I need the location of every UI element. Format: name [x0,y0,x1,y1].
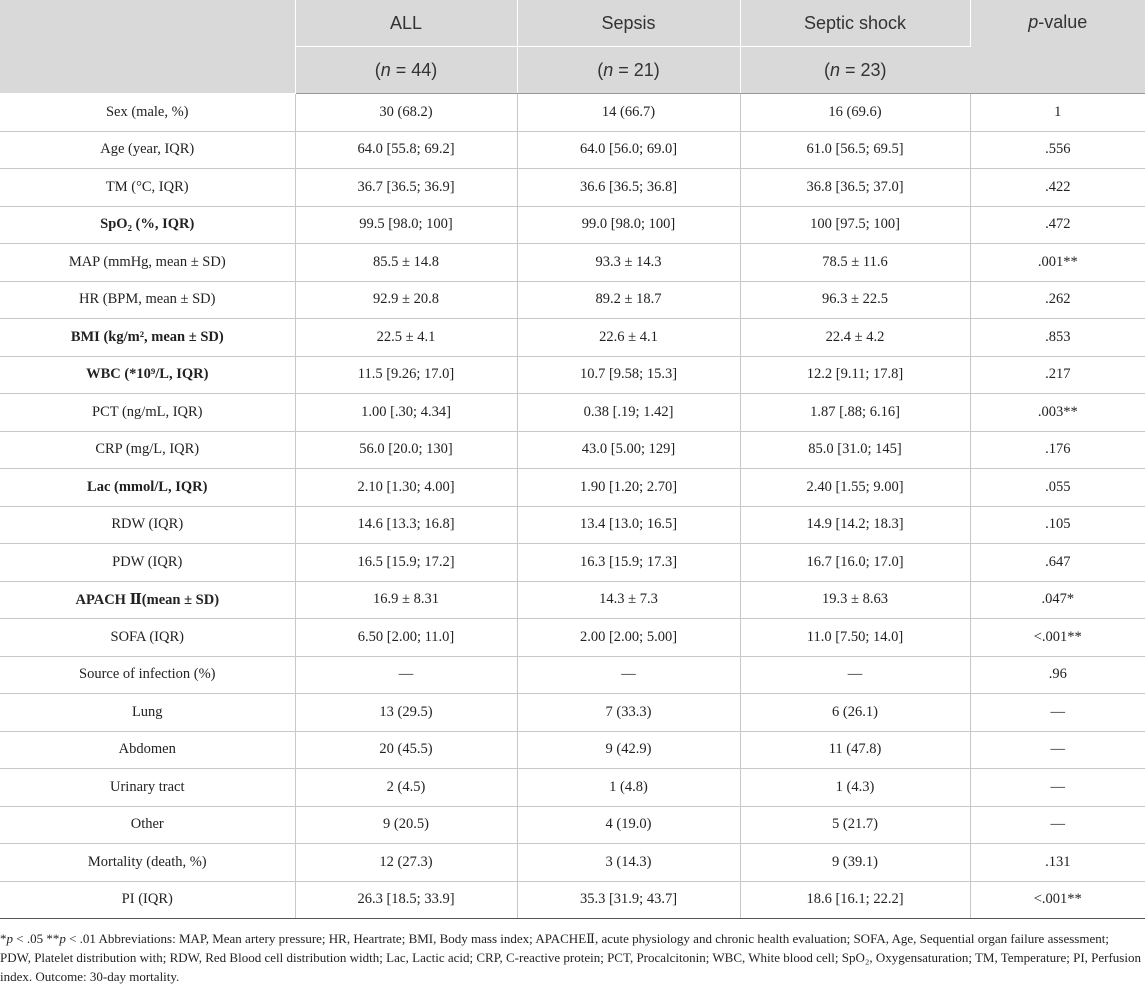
cell-all: 22.5 ± 4.1 [295,319,517,357]
col-n-septic-shock: (n = 23) [740,47,970,94]
cell-all: 64.0 [55.8; 69.2] [295,131,517,169]
table-row [0,881,1145,919]
col-n-sepsis: (n = 21) [517,47,740,94]
table-row [0,656,1145,694]
cell-all: 6.50 [2.00; 11.0] [295,619,517,657]
table-row [0,694,1145,732]
cell-sepsis: 1 (4.8) [517,769,740,807]
cell-septic-shock: 11.0 [7.50; 14.0] [740,619,970,657]
cell-all: 11.5 [9.26; 17.0] [295,356,517,394]
cell-p-value: .853 [970,319,1145,357]
cell-septic-shock: 100 [97.5; 100] [740,206,970,244]
cell-sepsis: 2.00 [2.00; 5.00] [517,619,740,657]
table-footnote: *p < .05 **p < .01 Abbreviations: MAP, Mean artery pressure; HR, Heartrate; BMI, Body mass index; APACHEⅡ, acute physiology and chronic health evaluation; SOFA, Age, Sequential organ failure assessment; PDW, Platelet distribution with; RDW, Red Blood cell distribution width; Lac, Lactic acid; CRP, C-reactive protein; PCT, Procalcitonin; WBC, White blood cell; SpO₂, Oxygensaturation; TM, Temperature; PI, Perfusion index. Outcome: 30-day mortality. [0,931,1141,984]
cell-all: 36.7 [36.5; 36.9] [295,169,517,207]
cell-p-value: 1 [970,94,1145,132]
cell-p-value: — [970,769,1145,807]
row-label: Sex (male, %) [0,94,295,132]
cell-sepsis: 99.0 [98.0; 100] [517,206,740,244]
cell-sepsis: 36.6 [36.5; 36.8] [517,169,740,207]
cell-all: 26.3 [18.5; 33.9] [295,881,517,919]
cell-sepsis: 16.3 [15.9; 17.3] [517,544,740,582]
cell-p-value: — [970,806,1145,844]
cell-p-value: .176 [970,431,1145,469]
cell-septic-shock: — [740,656,970,694]
row-label: Lac (mmol/L, IQR) [0,469,295,507]
cell-all: 1.00 [.30; 4.34] [295,394,517,432]
cell-septic-shock: 22.4 ± 4.2 [740,319,970,357]
table-row [0,131,1145,169]
row-label: MAP (mmHg, mean ± SD) [0,244,295,282]
cell-sepsis: 3 (14.3) [517,844,740,882]
cell-septic-shock: 14.9 [14.2; 18.3] [740,506,970,544]
table-row [0,769,1145,807]
header-blank-cell [0,0,295,94]
table-row [0,169,1145,207]
cell-sepsis: 4 (19.0) [517,806,740,844]
table-row [0,281,1145,319]
cell-septic-shock: 78.5 ± 11.6 [740,244,970,282]
cell-sepsis: 7 (33.3) [517,694,740,732]
cell-septic-shock: 1.87 [.88; 6.16] [740,394,970,432]
cell-septic-shock: 16.7 [16.0; 17.0] [740,544,970,582]
cell-all: — [295,656,517,694]
cell-septic-shock: 12.2 [9.11; 17.8] [740,356,970,394]
cell-p-value: .003** [970,394,1145,432]
cell-septic-shock: 85.0 [31.0; 145] [740,431,970,469]
row-label: BMI (kg/m², mean ± SD) [0,319,295,357]
cell-sepsis: — [517,656,740,694]
table-row [0,619,1145,657]
row-label: Lung [0,694,295,732]
cell-sepsis: 93.3 ± 14.3 [517,244,740,282]
cell-sepsis: 13.4 [13.0; 16.5] [517,506,740,544]
cell-p-value: .647 [970,544,1145,582]
row-label: Abdomen [0,731,295,769]
cell-p-value: .262 [970,281,1145,319]
col-header-septic-shock: Septic shock [740,0,970,47]
cell-sepsis: 14 (66.7) [517,94,740,132]
row-label: CRP (mg/L, IQR) [0,431,295,469]
cell-all: 12 (27.3) [295,844,517,882]
row-label: PI (IQR) [0,881,295,919]
cell-septic-shock: 9 (39.1) [740,844,970,882]
table-row [0,581,1145,619]
cell-all: 92.9 ± 20.8 [295,281,517,319]
row-label: Urinary tract [0,769,295,807]
cell-septic-shock: 18.6 [16.1; 22.2] [740,881,970,919]
cell-p-value: .422 [970,169,1145,207]
cell-sepsis: 43.0 [5.00; 129] [517,431,740,469]
cell-sepsis: 0.38 [.19; 1.42] [517,394,740,432]
row-label: PDW (IQR) [0,544,295,582]
cell-p-value: .001** [970,244,1145,282]
cell-p-value: .96 [970,656,1145,694]
table-row [0,394,1145,432]
cell-all: 85.5 ± 14.8 [295,244,517,282]
cell-p-value: .105 [970,506,1145,544]
col-n-all: (n = 44) [295,47,517,94]
row-label: Source of infection (%) [0,656,295,694]
cell-sepsis: 35.3 [31.9; 43.7] [517,881,740,919]
row-label: Other [0,806,295,844]
cell-p-value: .047* [970,581,1145,619]
cell-all: 20 (45.5) [295,731,517,769]
cell-septic-shock: 19.3 ± 8.63 [740,581,970,619]
cell-p-value: <.001** [970,619,1145,657]
table-row [0,806,1145,844]
col-header-sepsis: Sepsis [517,0,740,47]
table-row [0,506,1145,544]
cell-sepsis: 89.2 ± 18.7 [517,281,740,319]
cell-all: 2.10 [1.30; 4.00] [295,469,517,507]
cell-all: 2 (4.5) [295,769,517,807]
row-label: WBC (*10⁹/L, IQR) [0,356,295,394]
row-label: SpO₂ (%, IQR) [0,206,295,244]
cell-septic-shock: 5 (21.7) [740,806,970,844]
table-row [0,319,1145,357]
cell-all: 16.5 [15.9; 17.2] [295,544,517,582]
cell-septic-shock: 36.8 [36.5; 37.0] [740,169,970,207]
cell-septic-shock: 6 (26.1) [740,694,970,732]
row-label: PCT (ng/mL, IQR) [0,394,295,432]
cell-sepsis: 9 (42.9) [517,731,740,769]
cell-p-value: .217 [970,356,1145,394]
cell-septic-shock: 16 (69.6) [740,94,970,132]
cell-sepsis: 10.7 [9.58; 15.3] [517,356,740,394]
row-label: SOFA (IQR) [0,619,295,657]
table-row [0,206,1145,244]
table-body [0,94,1145,919]
cell-all: 30 (68.2) [295,94,517,132]
row-label: Mortality (death, %) [0,844,295,882]
cell-sepsis: 14.3 ± 7.3 [517,581,740,619]
cell-p-value: — [970,694,1145,732]
table-row [0,544,1145,582]
table-row [0,356,1145,394]
cell-all: 14.6 [13.3; 16.8] [295,506,517,544]
cell-all: 9 (20.5) [295,806,517,844]
cell-septic-shock: 11 (47.8) [740,731,970,769]
cell-septic-shock: 61.0 [56.5; 69.5] [740,131,970,169]
cell-sepsis: 22.6 ± 4.1 [517,319,740,357]
col-header-all: ALL [295,0,517,47]
header-row [0,0,1145,47]
cell-all: 16.9 ± 8.31 [295,581,517,619]
table-row [0,244,1145,282]
cell-septic-shock: 96.3 ± 22.5 [740,281,970,319]
row-label: HR (BPM, mean ± SD) [0,281,295,319]
cell-p-value: .131 [970,844,1145,882]
cell-all: 99.5 [98.0; 100] [295,206,517,244]
cell-sepsis: 64.0 [56.0; 69.0] [517,131,740,169]
cell-p-value: .055 [970,469,1145,507]
cell-sepsis: 1.90 [1.20; 2.70] [517,469,740,507]
table-row [0,731,1145,769]
cell-p-value: <.001** [970,881,1145,919]
cell-p-value: .472 [970,206,1145,244]
cell-p-value: — [970,731,1145,769]
cell-all: 56.0 [20.0; 130] [295,431,517,469]
cell-p-value: .556 [970,131,1145,169]
table-row [0,469,1145,507]
row-label: RDW (IQR) [0,506,295,544]
cell-all: 13 (29.5) [295,694,517,732]
row-label: APACH Ⅱ(mean ± SD) [0,581,295,619]
cell-septic-shock: 2.40 [1.55; 9.00] [740,469,970,507]
table-row [0,431,1145,469]
col-header-p-value: p-value [970,0,1145,94]
row-label: TM (°C, IQR) [0,169,295,207]
table-row [0,94,1145,132]
row-label: Age (year, IQR) [0,131,295,169]
cell-septic-shock: 1 (4.3) [740,769,970,807]
table-row [0,844,1145,882]
